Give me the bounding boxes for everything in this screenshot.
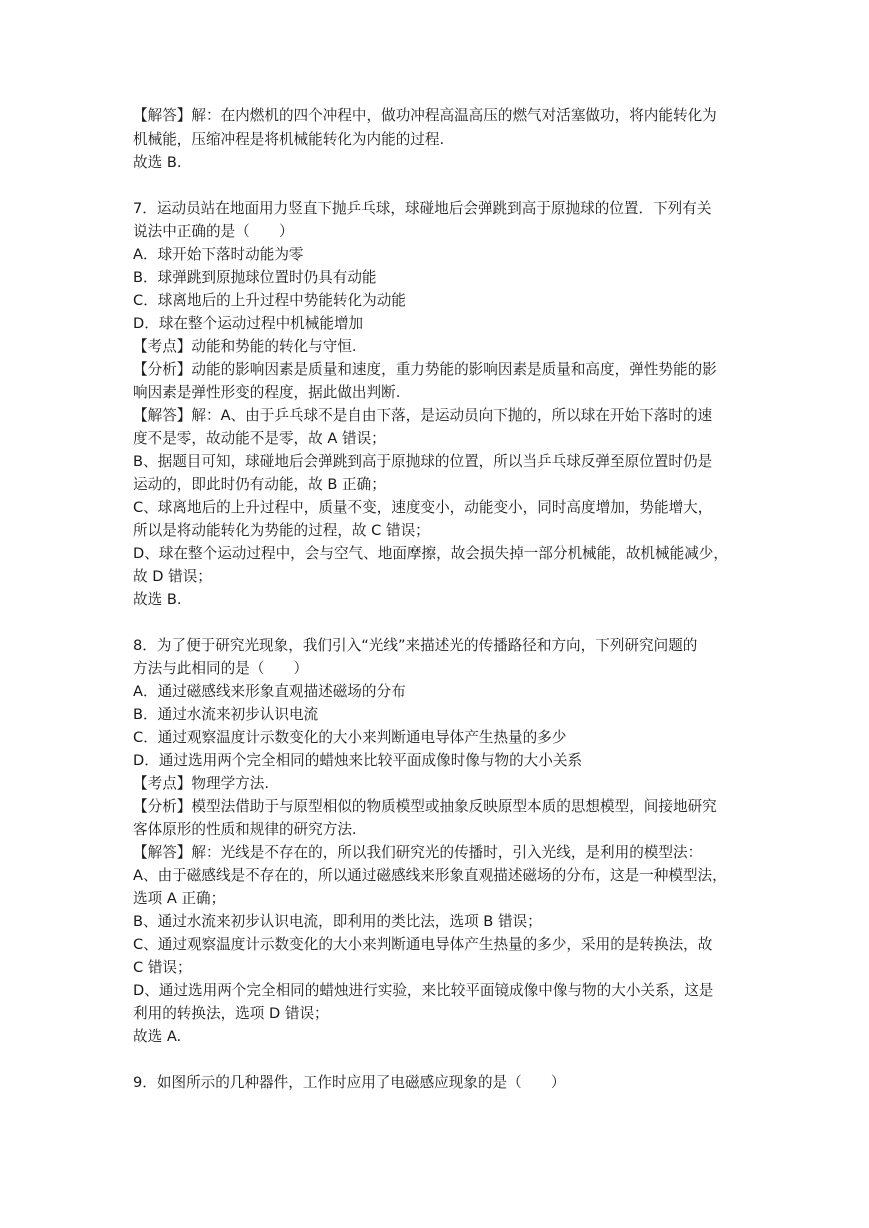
q8-answer-line-7: D、通过选用两个完全相同的蜡烛进行实验，来比较平面镜成像中像与物的大小关系，这是	[133, 982, 714, 999]
q7-answer-line-8: 故 D 错误；	[133, 568, 212, 585]
q7-analysis-line-2: 响因素是弹性形变的程度，据此做出判断.	[133, 384, 401, 401]
q7-knowledge-point: 【考点】动能和势能的转化与守恒.	[133, 338, 357, 355]
q7-option-d: D．球在整个运动过程中机械能增加	[133, 315, 364, 332]
q8-choice-line: 故选 A.	[133, 1028, 182, 1045]
q7-analysis-line-1: 【分析】动能的影响因素是质量和速度，重力势能的影响因素是质量和高度，弹性势能的影	[133, 361, 717, 378]
q7-answer-line-5: C、球离地后的上升过程中，质量不变，速度变小，动能变小，同时高度增加，势能增大，	[133, 499, 713, 516]
q7-stem-line-1: 7．运动员站在地面用力竖直下抛乒乓球，球碰地后会弹跳到高于原抛球的位置．下列有关	[133, 200, 712, 217]
q7-answer-line-1: 【解答】解：A、由于乒乓球不是自由下落，是运动员向下抛的，所以球在开始下落时的速	[133, 407, 713, 424]
q7-option-b: B．球弹跳到原抛球位置时仍具有动能	[133, 269, 377, 286]
q8-option-c: C．通过观察温度计示数变化的大小来判断通电导体产生热量的多少	[133, 729, 567, 746]
q8-option-b: B．通过水流来初步认识电流	[133, 706, 319, 723]
q8-analysis-line-2: 客体原形的性质和规律的研究方法.	[133, 821, 357, 838]
q7-option-c: C．球离地后的上升过程中势能转化为动能	[133, 292, 406, 309]
q7-option-a: A．球开始下落时动能为零	[133, 246, 304, 263]
q8-analysis-line-1: 【分析】模型法借助于与原型相似的物质模型或抽象反映原型本质的思想模型，间接地研究	[133, 798, 717, 815]
q8-knowledge-point: 【考点】物理学方法.	[133, 775, 269, 792]
q7-choice-line: 故选 B.	[133, 591, 182, 608]
q7-answer-line-2: 度不是零，故动能不是零，故 A 错误；	[133, 430, 386, 447]
q7-answer-line-6: 所以是将动能转化为势能的过程，故 C 错误；	[133, 522, 430, 539]
q6-answer-line-1: 【解答】解：在内燃机的四个冲程中，做功冲程高温高压的燃气对活塞做功，将内能转化为	[133, 107, 717, 124]
q8-option-d: D．通过选用两个完全相同的蜡烛来比较平面成像时像与物的大小关系	[133, 752, 583, 769]
q8-stem-line-1: 8．为了便于研究光现象，我们引入“光线”来描述光的传播路径和方向，下列研究问题的	[133, 637, 698, 654]
q7-answer-line-7: D、球在整个运动过程中，会与空气、地面摩擦，故会损失掉一部分机械能，故机械能减少，	[133, 545, 728, 562]
q6-choice-line: 故选 B.	[133, 154, 182, 171]
q8-answer-line-2: A、由于磁感线是不存在的，所以通过磁感线来形象直观描述磁场的分布，这是一种模型法，	[133, 867, 727, 884]
q8-answer-line-4: B、通过水流来初步认识电流，即利用的类比法，选项 B 错误；	[133, 913, 542, 930]
q8-answer-line-6: C 错误；	[133, 959, 192, 976]
q8-answer-line-1: 【解答】解：光线是不存在的，所以我们研究光的传播时，引入光线，是利用的模型法：	[133, 844, 703, 861]
q6-answer-line-2: 机械能，压缩冲程是将机械能转化为内能的过程.	[133, 131, 445, 148]
q9-stem-line-1: 9．如图所示的几种器件，工作时应用了电磁感应现象的是（ ）	[133, 1074, 566, 1091]
q8-answer-line-8: 利用的转换法，选项 D 错误；	[133, 1005, 329, 1022]
q8-answer-line-5: C、通过观察温度计示数变化的大小来判断通电导体产生热量的多少，采用的是转换法，故	[133, 936, 713, 953]
q8-stem-line-2: 方法与此相同的是（ ）	[133, 660, 309, 677]
q7-stem-line-2: 说法中正确的是（ ）	[133, 223, 294, 240]
q7-answer-line-3: B、据题目可知，球碰地后会弹跳到高于原抛球的位置，所以当乒乓球反弹至原位置时仍是	[133, 453, 713, 470]
q7-answer-line-4: 运动的，即此时仍有动能，故 B 正确；	[133, 476, 386, 493]
q8-option-a: A．通过磁感线来形象直观描述磁场的分布	[133, 683, 406, 700]
q8-answer-line-3: 选项 A 正确；	[133, 890, 226, 907]
